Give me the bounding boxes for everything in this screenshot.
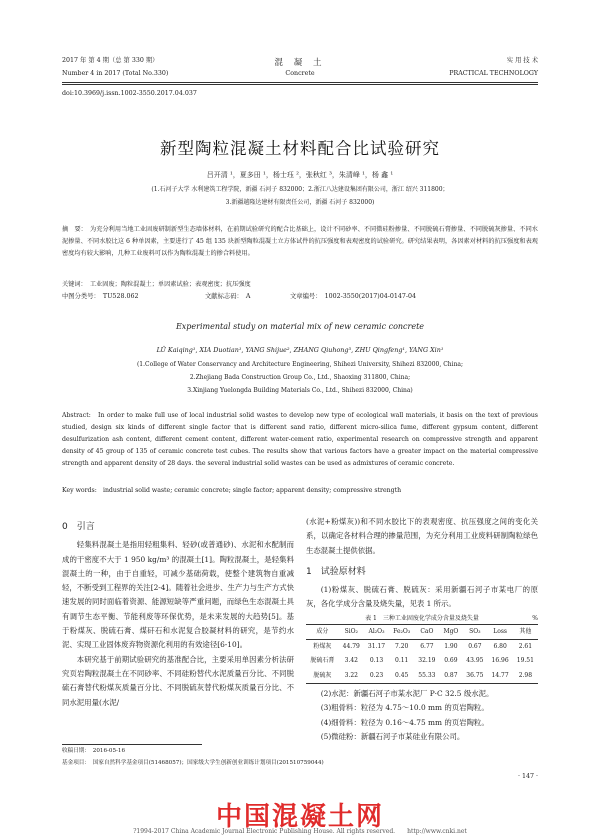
english-title: Experimental study on material mix of new ceramic concrete xyxy=(175,322,425,331)
material-item-3: (3)粗骨料：粒径为 4.75～10.0 mm 的页岩陶粒。 xyxy=(320,703,489,713)
table-cell: 43.95 xyxy=(466,657,484,665)
table-cell: 0.69 xyxy=(444,657,458,665)
table-cell: 0.23 xyxy=(369,671,384,679)
table-row xyxy=(306,640,538,655)
table-cell: 44.79 xyxy=(342,643,360,651)
article-number: 文章编号： 1002-3550(2017)04-0147-04 xyxy=(290,293,417,300)
table-header-cell: SO₃ xyxy=(469,627,481,635)
table-cell: 3.22 xyxy=(344,671,358,679)
table-row xyxy=(306,654,538,668)
material-item-5: (5)微硅粉：新疆石河子市某硅业有限公司。 xyxy=(320,731,465,741)
affiliation-line-1: (1.石河子大学 水利建筑工程学院，新疆 石河子 832000；2.浙江八达建设集团有限公司，浙江 绍兴 311800； xyxy=(151,186,449,193)
material-item-2: (2)水泥：新疆石河子市某水泥厂 P·C 32.5 级水泥。 xyxy=(320,688,494,698)
left-column xyxy=(62,520,294,710)
received-date: 收稿日期： 2016-05-16 xyxy=(62,748,126,754)
table-cell: 14.77 xyxy=(491,671,509,679)
page-title: 新型陶粒混凝土材料配合比试验研究 xyxy=(160,139,440,158)
issue-cn: 2017 年 第 4 期（总 第 330 期） xyxy=(62,57,159,64)
section-heading-intro: 0 引言 xyxy=(62,522,95,532)
table-header-cell: CaO xyxy=(420,627,434,635)
table-header-cell: Fe₂O₃ xyxy=(393,627,411,635)
table-cell: 31.17 xyxy=(367,643,386,651)
table-unit: % xyxy=(532,614,538,622)
journal-name-en: Concrete xyxy=(285,70,315,77)
table-cell: 55.33 xyxy=(418,671,436,679)
table-cell: 19.51 xyxy=(516,657,534,665)
table-cell: 32.19 xyxy=(418,657,436,665)
table-cell: 0.13 xyxy=(369,657,384,665)
table-header-cell: MgO xyxy=(443,627,459,635)
clc-number: 中图分类号： TU528.062 xyxy=(62,293,139,300)
table-row xyxy=(306,669,538,684)
table-cell: 0.11 xyxy=(395,657,409,665)
english-authors: LÜ Kaiqing¹, XIA Duotian¹, YANG Shijue², ZHANG Qiuhong³, ZHU Qingfeng¹, YANG Xin¹ xyxy=(156,346,444,354)
composition-table xyxy=(306,624,538,684)
site-logo: 中国混凝土网 xyxy=(215,802,384,832)
journal-name-cn: 混 凝 土 xyxy=(274,58,326,68)
right-column xyxy=(306,515,538,744)
english-affiliation-1: (1.College of Water Conservancy and Architecture Engineering, Shihezi University, Shihezi 832000, China; xyxy=(136,361,464,368)
material-item-1: (1)粉煤灰、脱硫石膏、脱硫灰：采用新疆石河子市某电厂的原灰，各化学成分含量及烧失量，见表 1 所示。 xyxy=(306,585,538,609)
table-header-cell: Al₂O₃ xyxy=(368,627,385,635)
table-cell: 2.61 xyxy=(518,643,533,651)
table-cell: 0.67 xyxy=(468,643,482,651)
abstract-en: Abstract: In order to make full use of local industrial solid wastes to develop new type of ecological wall materials, it basis on the text of previous studied, design six kinds of different single factor that is different sand ratio, different micro-silica fume, different gypsum content, different desulfurization ash content, different cement content, different water-cement ratio, experimental research on compressive strength and apparent density of 45 group of 135 of ceramic concrete test cubes. The results show that various factors have a greater impact on the material compressive strength and apparent density of 28 days. the several industrial solid wastes can be used as admixtures of ceramic concrete. xyxy=(62,412,538,467)
intro-paragraph-2: 本研究基于前期试验研究的基准配合比，主要采用单因素分析法研究页岩陶粒混凝土在不同砂率、不同硅粉替代水泥质量百分比、不同脱硫石膏替代粉煤灰质量百分比、不同脱硫灰替代粉煤灰质量百分比、不同水泥用量(水泥/ xyxy=(62,654,294,707)
table-cell: 脱硫石膏 xyxy=(310,657,335,665)
footnote-rule xyxy=(62,744,202,745)
table-cell: 6.80 xyxy=(493,643,507,651)
table-cell: 16.96 xyxy=(491,657,509,665)
table-cell: 0.87 xyxy=(444,671,458,679)
issue-en: Number 4 in 2017 (Total No.330) xyxy=(62,70,169,77)
doi: doi:10.3969/j.issn.1002-3550.2017.04.037 xyxy=(62,90,197,97)
affiliation-line-2: 3.新疆越隆达建材有限责任公司，新疆 石河子 832000) xyxy=(225,199,375,206)
table-header-row xyxy=(306,624,538,639)
material-item-4: (4)细骨料：粒径为 0.16～4.75 mm 的页岩陶粒。 xyxy=(320,717,489,727)
table-header-cell: SiO₂ xyxy=(344,627,358,635)
table-cell: 1.90 xyxy=(444,643,458,651)
copyright-line: ?1994-2017 China Academic Journal Electronic Publishing House. All rights reserved. http://www.cnki.net xyxy=(133,828,467,835)
section-cn: 实 用 技 术 xyxy=(506,57,538,64)
table-cell: 2.98 xyxy=(518,671,533,679)
abstract-cn: 摘 要： 为充分利用当地工业固废研制新型生态墙体材料，在前期试验研究的配合比基础上，设计不同砂率、不同微硅粉掺量、不同脱硫石膏掺量、不同脱硫灰掺量、不同水泥掺量、不同水胶比这 6 种单因素，主要进行了 45 组 135 块新型陶粒混凝土立方体试件的抗压强度和表观密度的试验研究。研究结果表明，各因素对材料的抗压强度和表观密度均有较大影响，几种工业废料可以作为陶粒混凝土的掺合料使用。 xyxy=(62,226,538,257)
table-header-cell: Loss xyxy=(493,627,507,635)
table-caption xyxy=(306,614,538,624)
section-heading-materials: 1 试验原材料 xyxy=(306,566,366,577)
section-en: PRACTICAL TECHNOLOGY xyxy=(449,70,538,77)
table-cell: 6.77 xyxy=(420,643,434,651)
keywords-cn: 关键词： 工业固废；陶粒混凝土；单因素试验；表观密度；抗压强度 xyxy=(62,281,251,288)
intro-paragraph-1: 轻集料混凝土是指用轻粗集料、轻砂(或普通砂)、水泥和水配制而成的干密度不大于 1 950 kg/m³ 的混凝土[1]。陶粒混凝土，是轻集料混凝土的一种，由于自重轻，可减少基础荷载，使整个建筑物自重减轻，不断受到工程界的关注[2-4]。随着社会进步、生产力与生产方式快速发展的同时面临着资源、能源短缺等严重问题，而绿色生态混凝土具有调节生态平衡、节能利废等环保优势，是未来发展的大趋势[5]。基于粉煤灰、脱硫石膏、煤矸石和水泥复合胶凝材料的研究，是节约水泥、实现工业固体废弃物资源化利用的有效途径[6-10]。 xyxy=(62,540,294,650)
english-affiliation-3: 3.Xinjiang Yuelongda Building Materials Co., Ltd., Shihezi 832000, China) xyxy=(187,387,413,394)
page-number: · 147 · xyxy=(517,773,538,780)
fund-project: 基金项目： 国家自然科学基金项目(51468057)；国家级大学生创新创业训练计划项目(201510759044) xyxy=(62,760,324,766)
table-cell: 36.75 xyxy=(466,671,484,679)
table-cell: 3.42 xyxy=(344,657,358,665)
keywords-en: Key words: industrial solid waste; ceramic concrete; single factor; apparent density; compressive strength xyxy=(62,487,402,494)
table-cell: 7.20 xyxy=(395,643,409,651)
table-title: 表 1 三种工业固废化学成分含量及烧失量 xyxy=(365,614,479,622)
header-rule-thin xyxy=(62,84,538,85)
header-rule xyxy=(62,82,538,83)
table-cell: 粉煤灰 xyxy=(313,643,332,651)
document-code: 文献标志码： A xyxy=(205,293,251,300)
table-cell: 0.45 xyxy=(395,671,409,679)
table-header-cell: 其他 xyxy=(519,627,532,635)
english-affiliation-2: 2.Zhejiang Bada Construction Group Co., Ltd., Shaoxing 311800, China; xyxy=(189,374,411,381)
table-header-cell: 成分 xyxy=(316,627,329,635)
table-cell: 脱硫灰 xyxy=(313,671,332,679)
authors-cn: 吕开清 ¹，夏多田 ¹，杨士珏 ²，张秋红 ³，朱清峰 ¹，杨 鑫 ¹ xyxy=(206,171,394,179)
paragraph-continued: (水泥+粉煤灰))和不同水胶比下的表观密度、抗压强度之间的变化关系，以确定各材料合理的掺量范围，为充分利用工业废料研制陶粒绿色生态混凝土提供依据。 xyxy=(306,517,538,555)
